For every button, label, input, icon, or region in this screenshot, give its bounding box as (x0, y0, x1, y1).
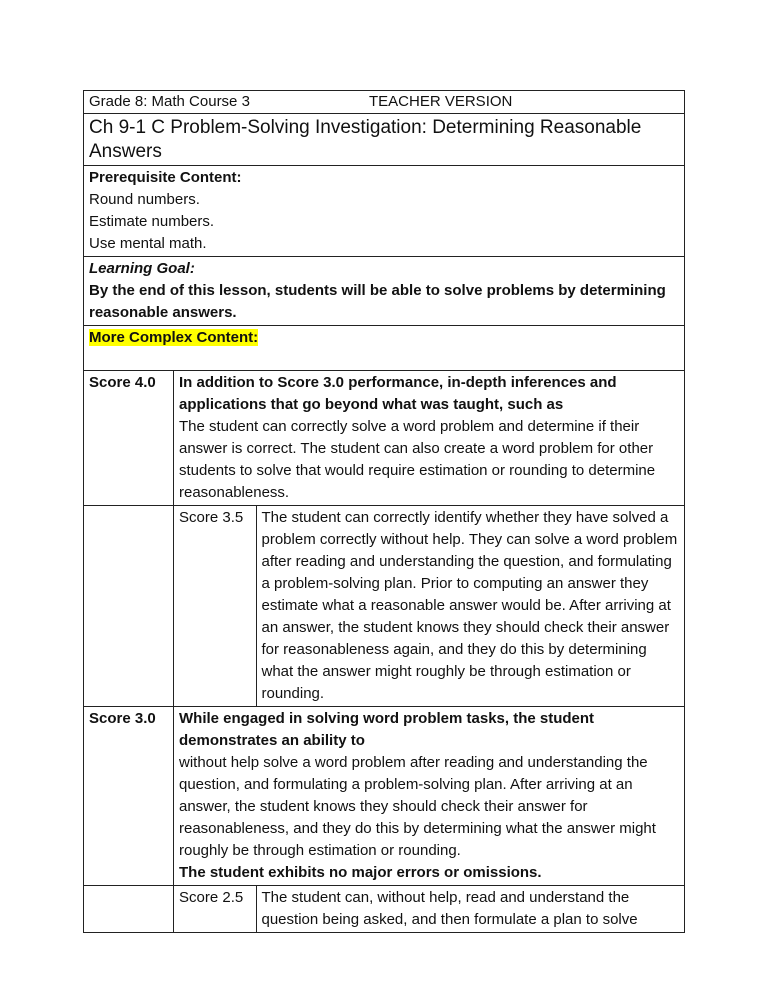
score-description (174, 371, 685, 506)
learning-goal-cell (84, 257, 685, 326)
header-row (84, 91, 685, 114)
score-description (174, 707, 685, 886)
score-text: The student can correctly identify whether they have solved a problem correctly without help. They can solve a word problem after reading and understanding the question, and formulating a problem-solving plan. Prior to computing an answer they estimate what a reasonable answer would be. After arriving at an answer, the student knows they should check their answer for reasonableness again, and they do this by determining what the answer might roughly be through estimation or rounding. (261, 509, 678, 702)
learning-goal-row (84, 257, 685, 326)
score-row-4 (84, 371, 685, 506)
learning-goal-text: By the end of this lesson, students will be able to solve problems by determining reasonable answers. (89, 282, 666, 321)
more-complex-cell (84, 326, 685, 371)
more-complex-row (84, 326, 685, 371)
rubric-table (83, 90, 685, 933)
learning-goal-heading: Learning Goal: (89, 260, 195, 277)
prerequisite-item: Estimate numbers. (89, 213, 215, 230)
prerequisite-cell (84, 166, 685, 257)
score-label: Score 3.0 (84, 707, 174, 886)
sub-score-table (174, 506, 684, 706)
score-empty-cell (84, 886, 174, 933)
sub-score-cell (174, 886, 685, 933)
score-empty-cell (84, 506, 174, 707)
course-label: Grade 8: Math Course 3 (89, 93, 250, 110)
lesson-title: Ch 9-1 C Problem-Solving Investigation: Determining Reasonable Answers (84, 114, 685, 166)
sub-score-cell (174, 506, 685, 707)
score-label: Score 4.0 (84, 371, 174, 506)
more-complex-heading: More Complex Content: (89, 329, 259, 346)
score-label: Score 2.5 (174, 886, 256, 932)
prerequisite-item: Round numbers. (89, 191, 200, 208)
title-row (84, 114, 685, 166)
score-text: without help solve a word problem after reading and understanding the question, and formulating a problem-solving plan. After arriving at an answer, the student knows they should check their answer for reasonableness, and they do this by determining what the answer might roughly be through estimation or rounding. (179, 754, 656, 859)
score-bold-text: While engaged in solving word problem tasks, the student demonstrates an ability to (179, 710, 595, 749)
score-bold-text: In addition to Score 3.0 performance, in-depth inferences and applications that go beyond what was taught, such as (179, 374, 617, 413)
score-text: The student can, without help, read and understand the question being asked, and then formulate a plan to solve (261, 889, 638, 928)
prerequisite-item: Use mental math. (89, 235, 207, 252)
score-text: The student can correctly solve a word problem and determine if their answer is correct. The student can also create a word problem for other students to solve that would require estimation or rounding to determine reasonableness. (179, 418, 656, 501)
version-label: TEACHER VERSION (369, 93, 513, 110)
prerequisite-row (84, 166, 685, 257)
score-row-3-5 (84, 506, 685, 707)
score-row-2-5 (84, 886, 685, 933)
sub-score-table (174, 886, 684, 932)
header-cell (84, 91, 685, 114)
score-row-3 (84, 707, 685, 886)
score-label: Score 3.5 (174, 506, 256, 706)
score-bold-footer: The student exhibits no major errors or omissions. (179, 864, 542, 881)
prerequisite-heading: Prerequisite Content: (89, 169, 242, 186)
